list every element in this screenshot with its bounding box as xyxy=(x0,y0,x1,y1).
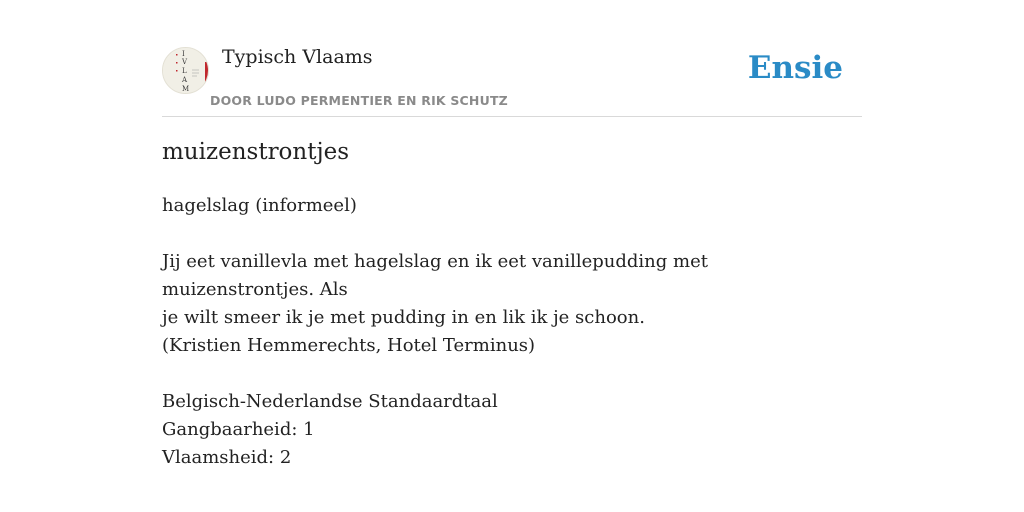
entry-register: Belgisch-Nederlandse Standaardtaal xyxy=(162,391,498,412)
book-cover-icon[interactable] xyxy=(162,47,209,94)
entry-title: muizenstrontjes xyxy=(162,139,350,165)
entry-example-source: (Kristien Hemmerechts, Hotel Terminus) xyxy=(162,335,536,356)
svg-text:M: M xyxy=(182,85,190,93)
svg-text:I: I xyxy=(182,50,185,58)
svg-text:V: V xyxy=(182,58,188,66)
svg-text:L: L xyxy=(182,67,187,75)
entry-vlaamsheid: Vlaamsheid: 2 xyxy=(162,447,292,468)
entry-example-line-2: je wilt smeer ik je met pudding in en lik ik je schoon. xyxy=(162,307,645,328)
spacer xyxy=(162,220,862,248)
entry-body xyxy=(162,192,862,472)
authors-byline: DOOR LUDO PERMENTIER EN RIK SCHUTZ xyxy=(210,93,508,108)
book-title[interactable]: Typisch Vlaams xyxy=(222,46,373,68)
brand-logo-link[interactable]: Ensie xyxy=(747,50,843,86)
page xyxy=(162,0,862,468)
spacer xyxy=(162,360,862,388)
entry-example-line-1: Jij eet vanillevla met hagelslag en ik eet vanillepudding met muizenstrontjes. Als xyxy=(162,251,708,300)
svg-text:A: A xyxy=(182,76,188,84)
entry-definition: hagelslag (informeel) xyxy=(162,195,357,216)
entry-gangbaarheid: Gangbaarheid: 1 xyxy=(162,419,315,440)
header xyxy=(162,0,862,117)
